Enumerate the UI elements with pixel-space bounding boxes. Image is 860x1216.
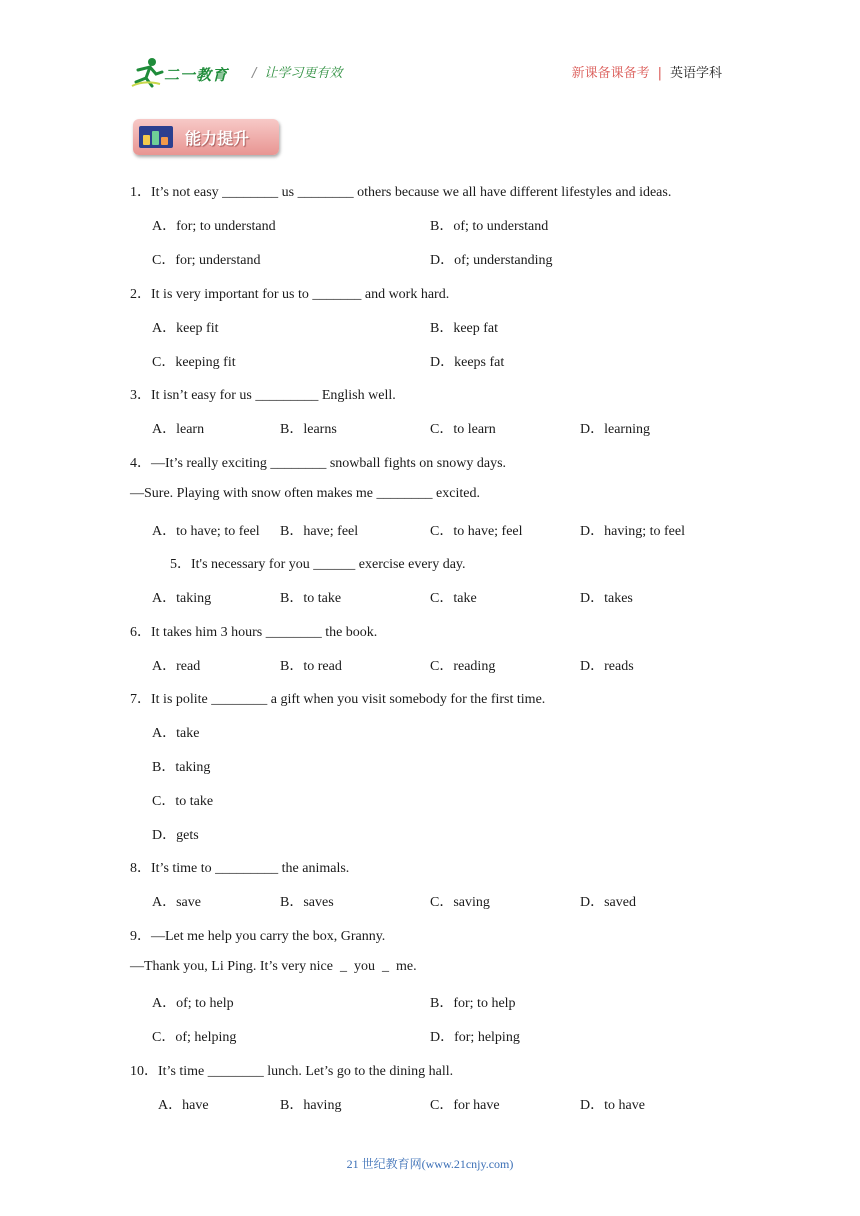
q3-option-b: B．learns — [280, 422, 337, 437]
q4-option-a: A．to have; to feel — [152, 524, 260, 539]
q9-option-a: A．of; to help — [152, 996, 234, 1011]
q2-option-b: B．keep fat — [430, 321, 499, 336]
q3-option-c: C．to learn — [430, 422, 496, 437]
bar-chart-icon — [139, 126, 173, 148]
q8-option-d: D．saved — [580, 895, 636, 910]
q2-option-d: D．keeps fat — [430, 355, 505, 370]
q6-option-a: A．read — [152, 659, 201, 674]
slogan-text: 让学习更有效 — [264, 66, 343, 81]
q8-option-a: A．save — [152, 895, 201, 910]
question-8: 8．It’s time to _________ the animals. — [130, 861, 350, 876]
q6-option-c: C．reading — [430, 659, 496, 674]
q5-option-b: B．to take — [280, 591, 342, 606]
q3-option-d: D．learning — [580, 422, 650, 437]
question-7: 7．It is polite ________ a gift when you visit somebody for the first time. — [130, 692, 546, 707]
q9-option-b: B．for; to help — [430, 996, 516, 1011]
q7-option-c: C．to take — [152, 794, 214, 809]
q1-option-d: D．of; understanding — [430, 253, 553, 268]
question-10: 10．It’s time ________ lunch. Let’s go to the dining hall. — [130, 1064, 454, 1079]
slogan — [252, 62, 342, 81]
q1-option-a: A．for; to understand — [152, 219, 276, 234]
q9-option-d: D．for; helping — [430, 1030, 520, 1045]
q5-option-d: D．takes — [580, 591, 633, 606]
header-course-info — [572, 62, 722, 81]
q3-option-a: A．learn — [152, 422, 205, 437]
q7-option-b: B．taking — [152, 760, 211, 775]
banner-title: 能力提升 — [185, 129, 250, 148]
q10-option-b: B．having — [280, 1098, 342, 1113]
question-9-reply: —Thank you, Li Ping. It’s very nice _ you _ me. — [130, 959, 417, 974]
q2-option-c: C．keeping fit — [152, 355, 236, 370]
logo-text: 二一教育 — [164, 66, 229, 84]
question-3: 3．It isn’t easy for us _________ English well. — [130, 388, 396, 403]
q1-option-c: C．for; understand — [152, 253, 261, 268]
page-footer: 21 世纪教育网(www.21cnjy.com) — [346, 1157, 514, 1171]
divider-bar: | — [657, 66, 662, 81]
q6-option-d: D．reads — [580, 659, 634, 674]
q10-option-c: C．for have — [430, 1098, 500, 1113]
question-2: 2．It is very important for us to _______ and work hard. — [130, 287, 450, 302]
section-banner — [133, 119, 279, 155]
q4-option-b: B．have; feel — [280, 524, 359, 539]
subject-label: 英语学科 — [669, 66, 722, 81]
question-9: 9．—Let me help you carry the box, Granny. — [130, 929, 386, 944]
question-5: 5．It's necessary for you ______ exercise every day. — [170, 557, 466, 572]
q1-option-b: B．of; to understand — [430, 219, 549, 234]
q5-option-c: C．take — [430, 591, 477, 606]
q5-option-a: A．taking — [152, 591, 212, 606]
q10-option-a: A．have — [158, 1098, 209, 1113]
runner-icon — [130, 56, 164, 88]
q8-option-b: B．saves — [280, 895, 334, 910]
course-label: 新课备课备考 — [571, 66, 650, 81]
q7-option-a: A．take — [152, 726, 200, 741]
slash-divider: / — [252, 66, 257, 81]
question-4: 4．—It’s really exciting ________ snowball fights on snowy days. — [130, 456, 507, 471]
q2-option-a: A．keep fit — [152, 321, 219, 336]
q7-option-d: D．gets — [152, 828, 199, 843]
q4-option-c: C．to have; feel — [430, 524, 523, 539]
q4-option-d: D．having; to feel — [580, 524, 685, 539]
q6-option-b: B．to read — [280, 659, 342, 674]
question-4-reply: —Sure. Playing with snow often makes me ________ excited. — [130, 486, 480, 501]
brand-logo — [130, 56, 240, 88]
q9-option-c: C．of; helping — [152, 1030, 237, 1045]
q8-option-c: C．saving — [430, 895, 490, 910]
question-1: 1．It’s not easy ________ us ________ others because we all have different lifestyles and ideas. — [130, 185, 672, 200]
q10-option-d: D．to have — [580, 1098, 645, 1113]
question-6: 6．It takes him 3 hours ________ the book. — [130, 625, 378, 640]
page-header — [130, 56, 730, 90]
